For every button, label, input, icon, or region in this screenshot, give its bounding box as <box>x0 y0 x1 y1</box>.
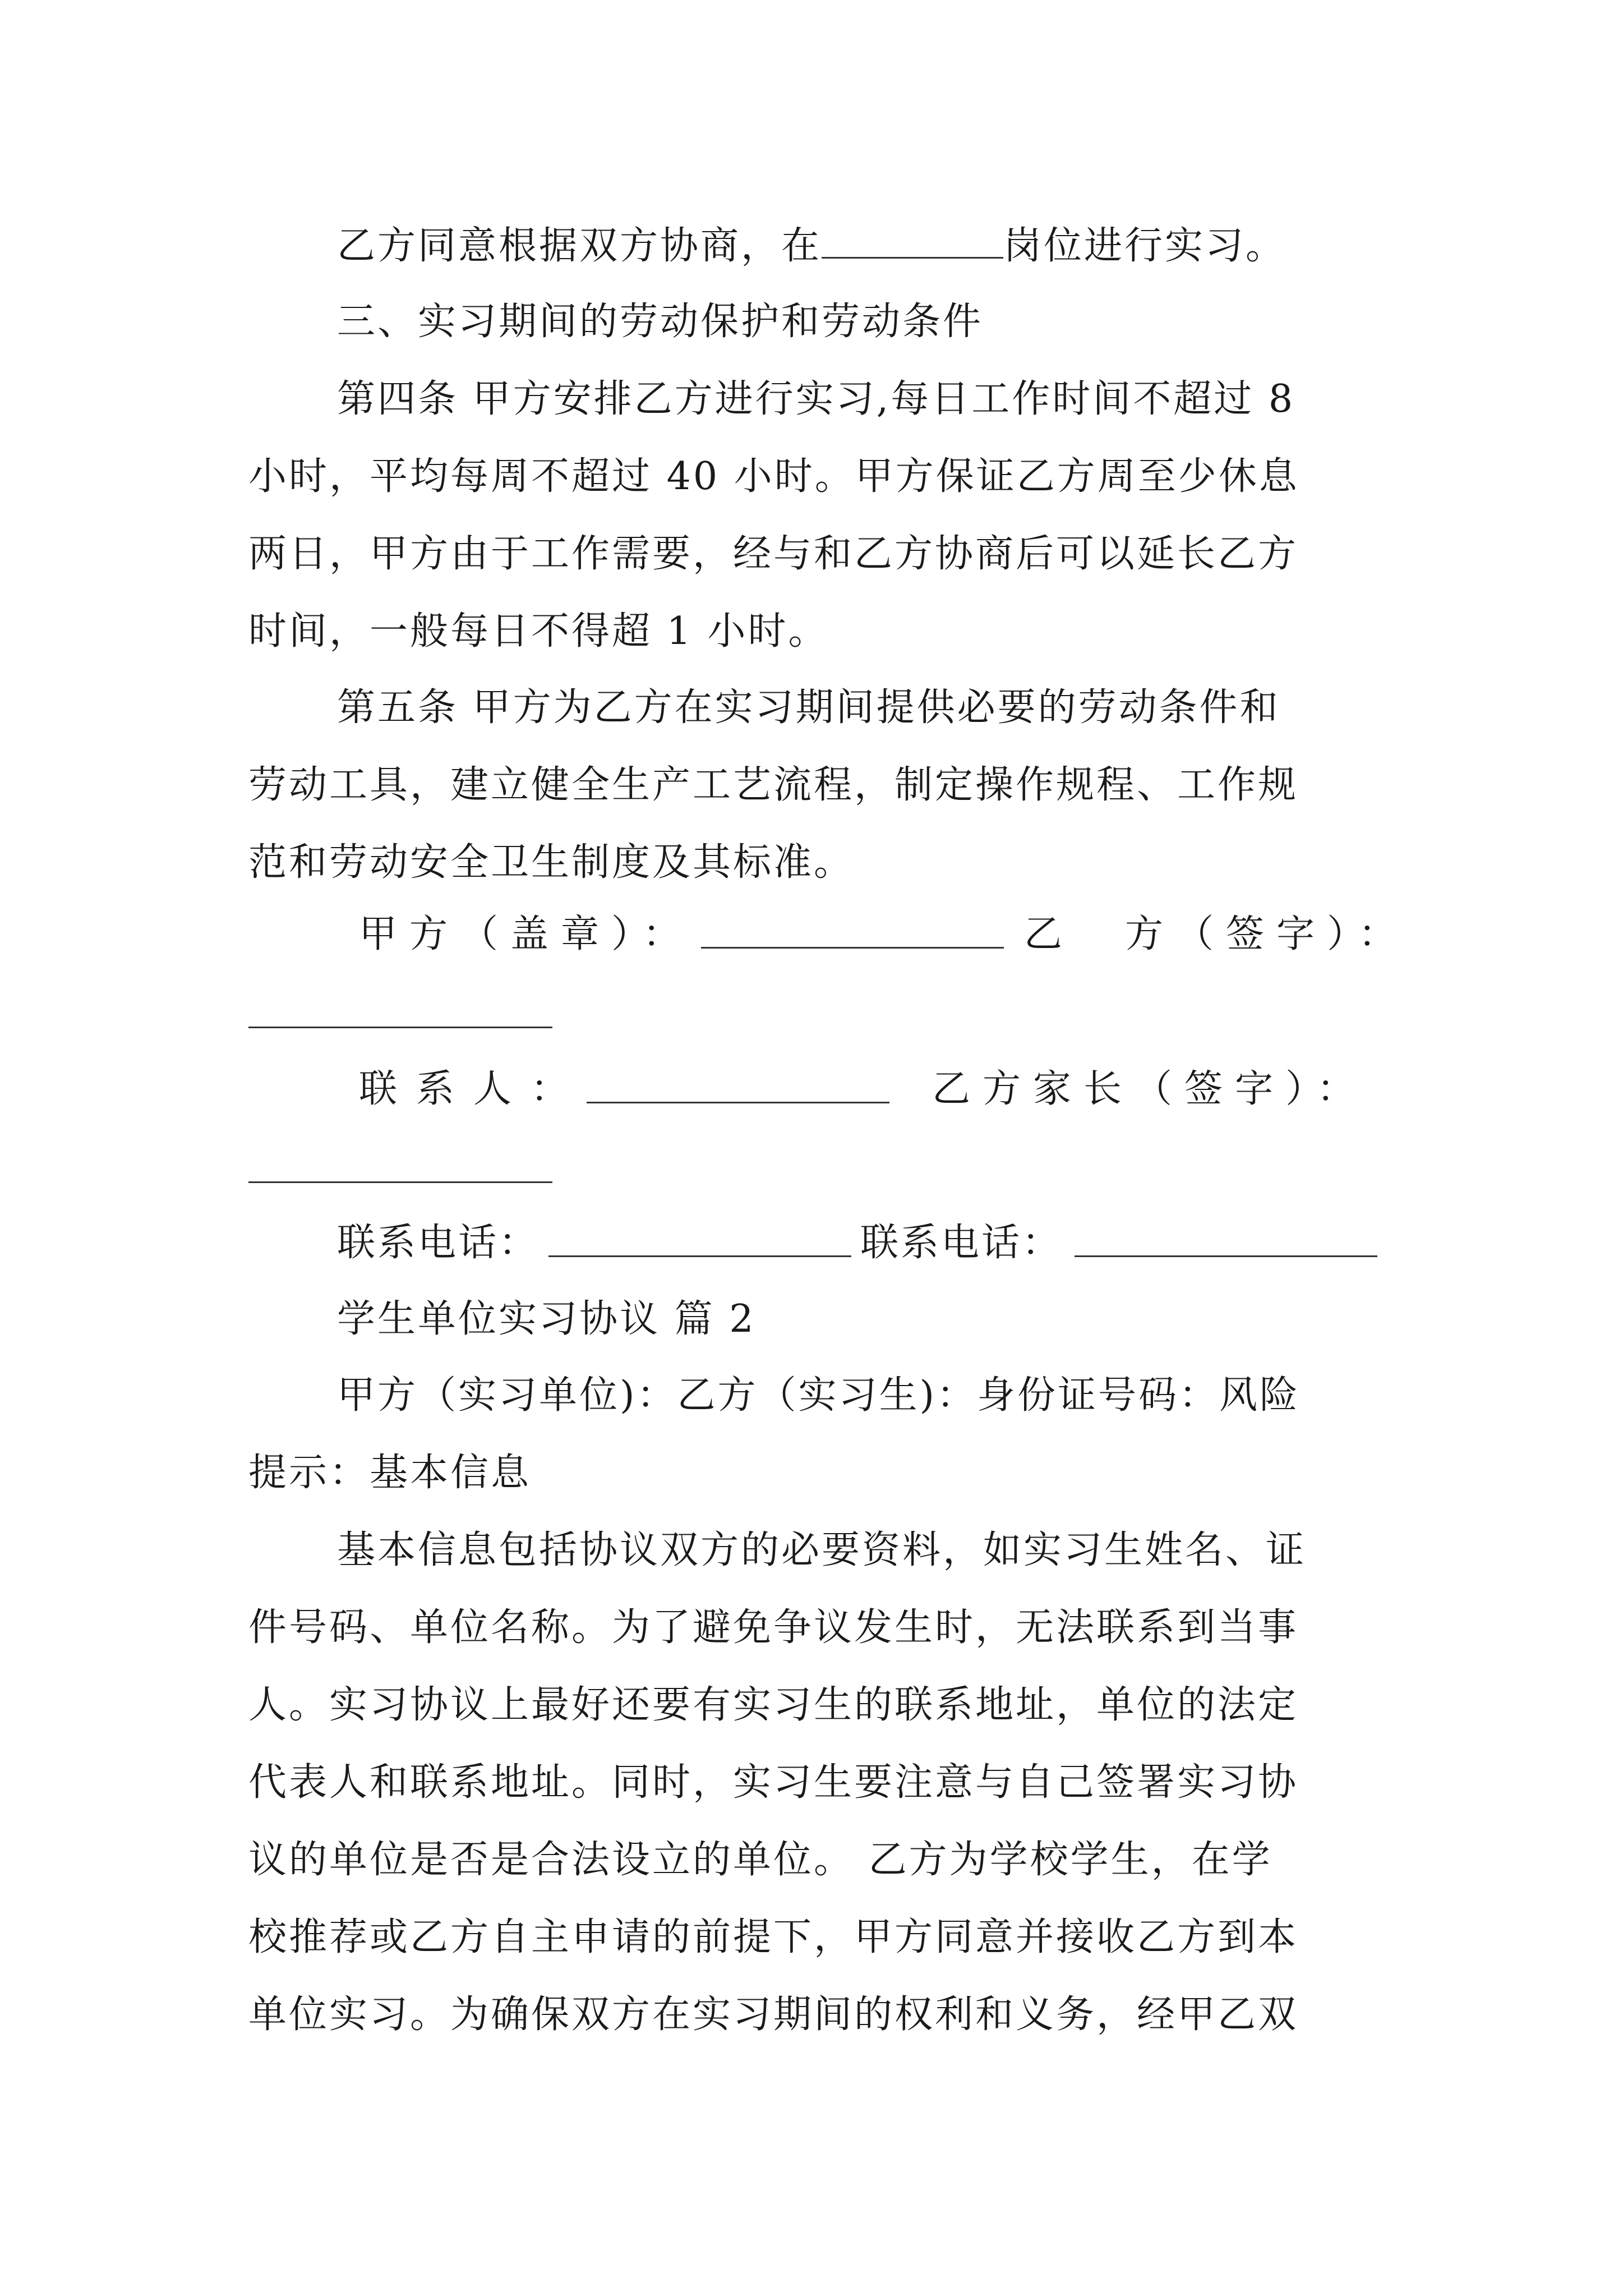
paragraph-line: 两日，甲方由于工作需要，经与和乙方协商后可以延长乙方 <box>248 532 1299 576</box>
paragraph-line: 提示：基本信息 <box>248 1451 532 1495</box>
paragraph-line: 件号码、单位名称。为了避免争议发生时，无法联系到当事 <box>248 1605 1299 1650</box>
paragraph-line: 人。实习协议上最好还要有实习生的联系地址，单位的法定 <box>248 1683 1299 1727</box>
paragraph-line: 单位实习。为确保双方在实习期间的权利和义务，经甲乙双 <box>248 1993 1299 2037</box>
paragraph-line <box>337 222 1393 269</box>
paragraph-line: 甲方（实习单位)：乙方（实习生)：身份证号码：风险 <box>337 1373 1301 1418</box>
paragraph-line: 小时，平均每周不超过 40 小时。甲方保证乙方周至少休息 <box>248 454 1299 499</box>
section-heading: 三、实习期间的劳动保护和劳动条件 <box>337 300 984 344</box>
paragraph-line: 范和劳动安全卫生制度及其标准。 <box>248 840 855 885</box>
phone-field-1 <box>548 1221 851 1267</box>
party-b-label: 乙 方（签字）： <box>1024 912 1409 956</box>
contact-label: 联系人： <box>359 1067 588 1111</box>
contact-field <box>587 1067 889 1114</box>
party-b-signature-line <box>248 1027 552 1028</box>
phone-label-1: 联系电话： <box>337 1221 540 1265</box>
parent-signature-line <box>248 1181 552 1183</box>
paragraph-line: 第四条 甲方安排乙方进行实习,每日工作时间不超过 8 <box>337 377 1295 421</box>
party-a-label: 甲方（盖章）： <box>359 912 694 956</box>
paragraph-line: 议的单位是否是合法设立的单位。 乙方为学校学生，在学 <box>248 1838 1272 1882</box>
text: 岗位进行实习。 <box>1003 224 1287 268</box>
paragraph-line: 基本信息包括协议双方的必要资料，如实习生姓名、证 <box>337 1528 1307 1572</box>
section-title: 学生单位实习协议 篇 2 <box>337 1297 756 1341</box>
text: 乙方同意根据双方协商，在 <box>337 224 822 268</box>
phone-field-2 <box>1075 1221 1377 1267</box>
paragraph-line: 时间，一般每日不得超 1 小时。 <box>248 609 829 654</box>
blank-underline <box>822 222 1003 259</box>
paragraph-line: 代表人和联系地址。同时，实习生要注意与自己签署实习协 <box>248 1760 1299 1805</box>
party-a-seal-field <box>701 912 1004 959</box>
parent-label: 乙方家长（签字）： <box>932 1067 1368 1111</box>
paragraph-line: 第五条 甲方为乙方在实习期间提供必要的劳动条件和 <box>337 685 1280 730</box>
paragraph-line: 劳动工具，建立健全生产工艺流程，制定操作规程、工作规 <box>248 763 1299 807</box>
phone-label-2: 联系电话： <box>860 1221 1063 1265</box>
paragraph-line: 校推荐或乙方自主申请的前提下，甲方同意并接收乙方到本 <box>248 1915 1299 1959</box>
